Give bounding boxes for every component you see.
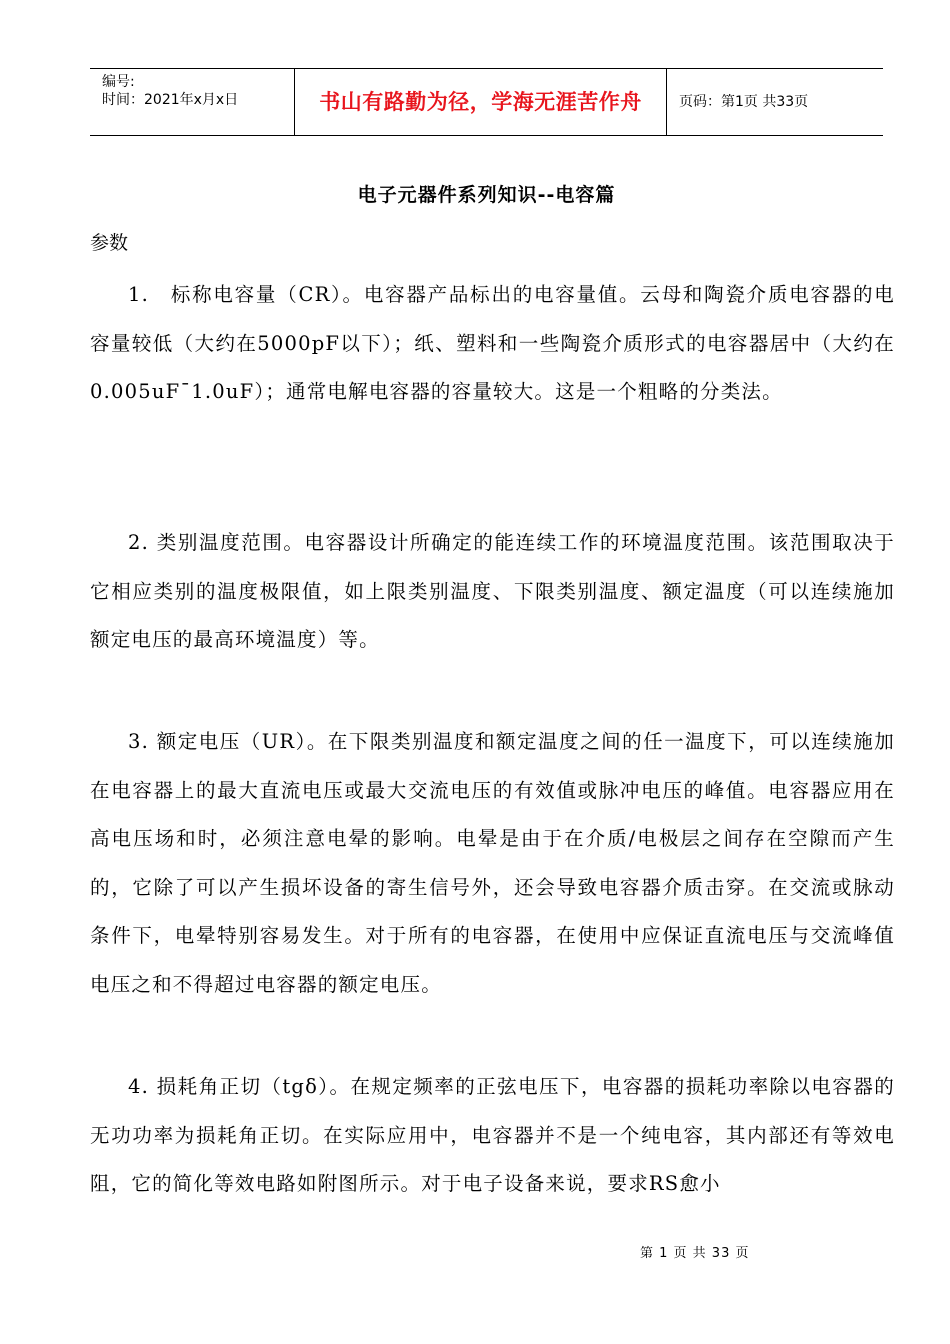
page-footer: 第 1 页 共 33 页 <box>640 1246 750 1261</box>
document-header <box>90 68 883 136</box>
paragraph-nominal-capacitance: 1. 标称电容量（CR）。电容器产品标出的电容量值。云母和陶瓷介质电容器的电容量较低（大约在5000pF以下）；纸、塑料和一些陶瓷介质形式的电容器居中（大约在0.005uF¯1.0uF）；通常电解电容器的容量较大。这是一个粗略的分类法。 <box>90 283 895 403</box>
header-page-info: 页码：第1页 共33页 <box>679 94 809 110</box>
paragraph-rated-voltage: 3. 额定电压（UR）。在下限类别温度和额定温度之间的任一温度下，可以连续施加在电容器上的最大直流电压或最大交流电压的有效值或脉冲电压的峰值。电容器应用在高电压场和时，必须注意电晕的影响。电晕是由于在介质/电极层之间存在空隙而产生的，它除了可以产生损坏设备的寄生信号外，还会导致电容器介质击穿。在交流或脉动条件下，电晕特别容易发生。对于所有的电容器，在使用中应保证直流电压与交流峰值电压之和不得超过电容器的额定电压。 <box>90 730 895 996</box>
time-label: 时间：2021年x月x日 <box>102 92 239 108</box>
paragraph-temperature-range: 2. 类别温度范围。电容器设计所确定的能连续工作的环境温度范围。该范围取决于它相应类别的温度极限值，如上限类别温度、下限类别温度、额定温度（可以连续施加额定电压的最高环境温度）等。 <box>90 531 895 651</box>
header-meta-cell <box>90 69 295 135</box>
number-label: 编号: <box>102 74 135 90</box>
header-motto: 书山有路勤为径，学海无涯苦作舟 <box>295 69 667 135</box>
section-label: 参数 <box>90 232 129 254</box>
paragraph-loss-tangent: 4. 损耗角正切（tgδ）。在规定频率的正弦电压下，电容器的损耗功率除以电容器的无功功率为损耗角正切。在实际应用中，电容器并不是一个纯电容，其内部还有等效电阻，它的简化等效电路如附图所示。对于电子设备来说，要求RS愈小 <box>90 1075 895 1195</box>
document-title: 电子元器件系列知识--电容篇 <box>357 184 616 206</box>
